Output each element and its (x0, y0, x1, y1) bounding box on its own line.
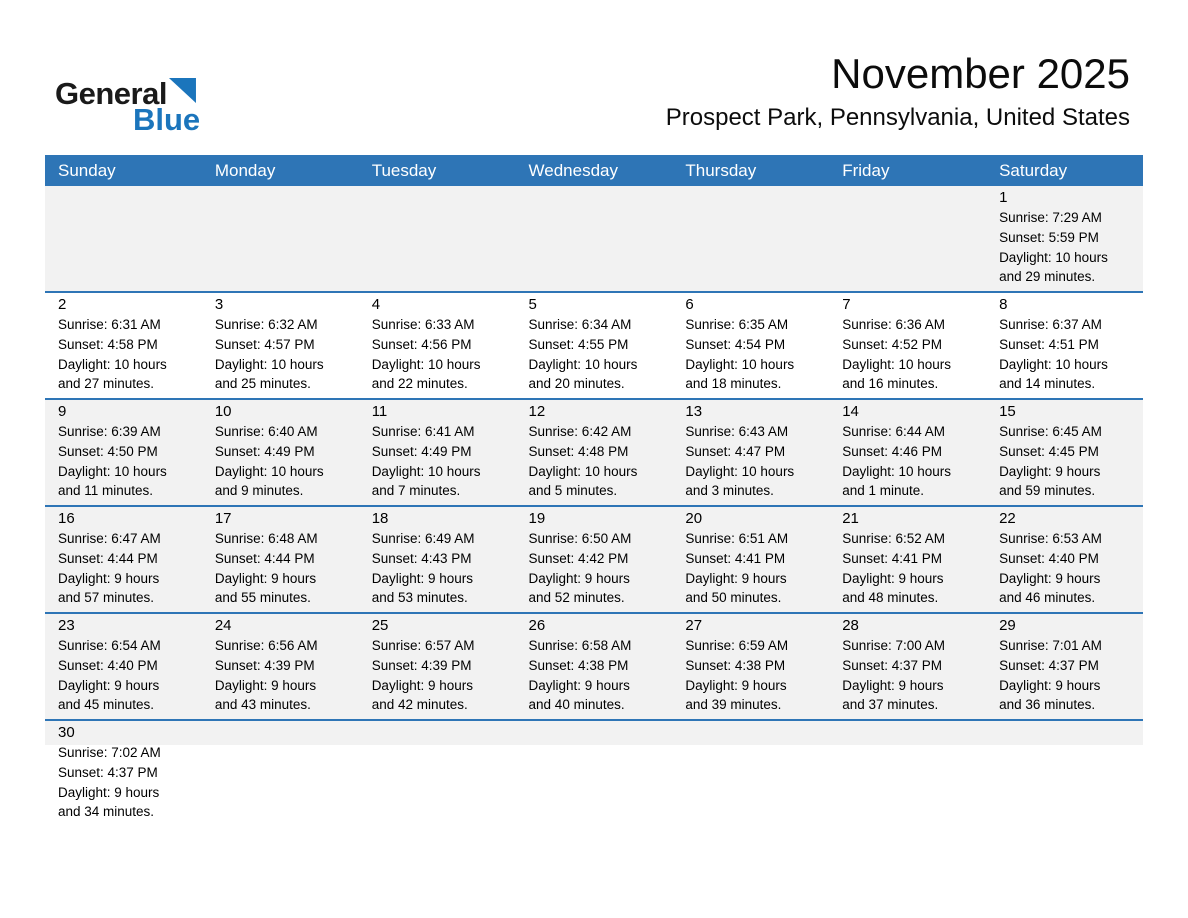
day-detail: Sunset: 4:55 PM (528, 336, 629, 352)
day-detail: Sunrise: 6:34 AM (528, 317, 632, 332)
day-detail: and 50 minutes. (685, 590, 782, 606)
empty-cell (202, 186, 359, 292)
day-detail: Sunset: 4:44 PM (58, 550, 158, 566)
day-number: 14 (842, 403, 859, 420)
page-header (0, 0, 1188, 135)
day-detail: Daylight: 9 hours (999, 570, 1101, 586)
calendar-body (45, 186, 1143, 826)
day-detail: Sunrise: 6:40 AM (214, 424, 318, 439)
day-detail: Sunrise: 6:50 AM (528, 531, 632, 546)
empty-cell (672, 720, 829, 826)
day-detail: and 27 minutes. (58, 376, 155, 392)
day-number: 9 (58, 403, 67, 420)
day-detail: and 22 minutes. (371, 376, 468, 392)
location-subtitle: Prospect Park, Pennsylvania, United States (665, 104, 1130, 132)
day-detail: Sunset: 4:43 PM (371, 550, 472, 566)
day-number: 11 (371, 403, 388, 420)
day-detail: Daylight: 10 hours (371, 463, 481, 479)
calendar-container (45, 155, 1143, 826)
day-detail: Sunset: 4:50 PM (58, 443, 158, 459)
day-detail: Daylight: 9 hours (58, 570, 160, 586)
day-cell (829, 613, 986, 720)
day-detail: Daylight: 10 hours (371, 356, 481, 372)
day-number: 10 (214, 403, 232, 420)
day-detail: Sunset: 4:37 PM (58, 764, 158, 780)
day-detail: and 59 minutes. (999, 483, 1096, 499)
day-detail: and 46 minutes. (999, 590, 1096, 606)
day-detail: Daylight: 10 hours (528, 356, 638, 372)
day-detail: and 42 minutes. (371, 697, 468, 713)
day-detail: Sunset: 4:40 PM (999, 550, 1099, 566)
day-detail: Daylight: 10 hours (842, 463, 952, 479)
day-cell (359, 613, 516, 720)
logo-text-general: General (55, 76, 167, 111)
day-detail: Sunrise: 6:37 AM (999, 317, 1102, 332)
empty-cell (829, 186, 986, 292)
day-cell (829, 292, 986, 399)
day-number: 18 (371, 510, 389, 527)
day-detail: Sunset: 4:39 PM (214, 657, 315, 673)
day-detail: and 40 minutes. (528, 697, 625, 713)
day-number: 26 (528, 617, 546, 634)
day-detail: and 39 minutes. (685, 697, 782, 713)
day-number: 20 (685, 510, 703, 527)
empty-cell (359, 720, 516, 826)
day-cell (45, 399, 202, 506)
empty-cell (45, 186, 202, 292)
calendar-table (45, 155, 1143, 826)
day-detail: Sunrise: 6:43 AM (685, 424, 789, 439)
week-row (45, 399, 1143, 506)
day-detail: Sunrise: 6:59 AM (685, 638, 789, 653)
empty-cell (672, 186, 829, 292)
day-detail: Daylight: 10 hours (58, 463, 167, 479)
day-detail: Sunrise: 6:36 AM (842, 317, 946, 332)
day-number: 4 (371, 296, 381, 313)
day-detail: and 36 minutes. (999, 697, 1096, 713)
day-cell (986, 186, 1143, 292)
day-detail: Sunset: 4:49 PM (371, 443, 472, 459)
day-cell (359, 506, 516, 613)
day-detail: Sunrise: 6:39 AM (58, 424, 161, 439)
day-detail: Sunset: 4:41 PM (685, 550, 786, 566)
day-detail: Daylight: 9 hours (214, 677, 317, 693)
day-detail: and 43 minutes. (214, 697, 311, 713)
day-number: 29 (999, 617, 1016, 634)
day-detail: Daylight: 10 hours (528, 463, 638, 479)
day-number: 17 (214, 510, 232, 527)
day-detail: Sunrise: 6:54 AM (58, 638, 161, 653)
weekday-header-wednesday: Wednesday (516, 155, 673, 186)
day-detail: Sunset: 4:37 PM (842, 657, 943, 673)
day-detail: Sunset: 4:57 PM (214, 336, 315, 352)
day-detail: Sunrise: 6:41 AM (371, 424, 475, 439)
day-detail: Daylight: 10 hours (58, 356, 167, 372)
day-detail: Sunrise: 7:02 AM (58, 745, 161, 760)
day-detail: Sunset: 4:37 PM (999, 657, 1099, 673)
day-cell (516, 613, 673, 720)
day-number: 1 (999, 189, 1008, 206)
day-detail: and 52 minutes. (528, 590, 625, 606)
day-detail: and 9 minutes. (214, 483, 304, 499)
day-detail: and 1 minute. (842, 483, 925, 499)
day-number: 22 (999, 510, 1016, 527)
day-detail: Daylight: 9 hours (371, 677, 473, 693)
week-row (45, 613, 1143, 720)
day-detail: Sunset: 4:42 PM (528, 550, 629, 566)
day-cell (829, 399, 986, 506)
day-detail: Sunset: 4:45 PM (999, 443, 1099, 459)
day-detail: Sunrise: 6:44 AM (842, 424, 946, 439)
weekday-header-row (45, 155, 1143, 186)
day-cell (516, 506, 673, 613)
day-number: 25 (371, 617, 389, 634)
logo-triangle-icon (169, 78, 196, 103)
day-detail: Sunrise: 6:31 AM (58, 317, 161, 332)
day-number: 15 (999, 403, 1016, 420)
day-detail: Sunrise: 6:45 AM (999, 424, 1102, 439)
day-detail: Daylight: 9 hours (528, 570, 630, 586)
day-detail: Daylight: 10 hours (214, 463, 324, 479)
day-number: 3 (214, 296, 224, 313)
week-row (45, 186, 1143, 292)
day-cell (45, 292, 202, 399)
day-cell (516, 399, 673, 506)
day-detail: and 16 minutes. (842, 376, 939, 392)
empty-cell (986, 720, 1143, 826)
day-cell (202, 506, 359, 613)
empty-cell (516, 720, 673, 826)
day-detail: and 5 minutes. (528, 483, 618, 499)
day-cell (829, 506, 986, 613)
day-number: 21 (842, 510, 859, 527)
day-detail: Daylight: 10 hours (685, 463, 795, 479)
day-detail: Sunrise: 6:51 AM (685, 531, 789, 546)
empty-cell (202, 720, 359, 826)
day-detail: and 55 minutes. (214, 590, 311, 606)
day-cell (986, 506, 1143, 613)
day-detail: and 20 minutes. (528, 376, 625, 392)
day-detail: Sunset: 4:52 PM (842, 336, 943, 352)
day-number: 27 (685, 617, 703, 634)
day-detail: and 48 minutes. (842, 590, 939, 606)
weekday-header-saturday: Saturday (986, 155, 1143, 186)
day-cell (516, 292, 673, 399)
day-detail: Sunset: 4:48 PM (528, 443, 629, 459)
day-number: 7 (842, 296, 851, 313)
day-number: 30 (58, 724, 75, 741)
day-number: 19 (528, 510, 546, 527)
day-detail: and 3 minutes. (685, 483, 774, 499)
day-detail: Sunrise: 6:48 AM (214, 531, 318, 546)
day-detail: Sunset: 4:54 PM (685, 336, 786, 352)
weekday-header-tuesday: Tuesday (359, 155, 516, 186)
day-detail: Sunrise: 6:49 AM (371, 531, 475, 546)
day-detail: Sunrise: 7:00 AM (842, 638, 946, 653)
day-cell (986, 399, 1143, 506)
weekday-header-sunday: Sunday (45, 155, 202, 186)
empty-cell (829, 720, 986, 826)
day-detail: Sunrise: 7:29 AM (999, 210, 1102, 225)
day-cell (986, 292, 1143, 399)
day-detail: Sunset: 4:44 PM (214, 550, 315, 566)
day-cell (359, 292, 516, 399)
day-number: 6 (685, 296, 694, 313)
empty-cell (359, 186, 516, 292)
day-detail: Sunrise: 6:32 AM (214, 317, 318, 332)
day-detail: Daylight: 9 hours (214, 570, 317, 586)
day-detail: Sunrise: 6:57 AM (371, 638, 475, 653)
day-number: 2 (58, 296, 67, 313)
day-detail: Sunrise: 6:47 AM (58, 531, 161, 546)
day-detail: Sunset: 4:46 PM (842, 443, 943, 459)
day-detail: and 25 minutes. (214, 376, 311, 392)
day-cell (672, 613, 829, 720)
day-detail: Sunrise: 7:01 AM (999, 638, 1102, 653)
day-detail: Daylight: 9 hours (685, 570, 787, 586)
day-cell (986, 613, 1143, 720)
title-block (666, 50, 1130, 132)
week-row (45, 506, 1143, 613)
week-row (45, 292, 1143, 399)
day-number: 12 (528, 403, 546, 420)
day-detail: Sunset: 4:39 PM (371, 657, 472, 673)
day-cell (202, 613, 359, 720)
day-detail: Sunset: 4:58 PM (58, 336, 158, 352)
day-cell (359, 399, 516, 506)
day-detail: and 57 minutes. (58, 590, 155, 606)
day-detail: Daylight: 10 hours (214, 356, 324, 372)
weekday-header-thursday: Thursday (672, 155, 829, 186)
day-detail: Daylight: 9 hours (58, 677, 160, 693)
day-cell (672, 292, 829, 399)
day-number: 13 (685, 403, 703, 420)
day-detail: Sunset: 4:40 PM (58, 657, 158, 673)
day-cell (202, 399, 359, 506)
day-detail: and 14 minutes. (999, 376, 1096, 392)
day-cell (45, 613, 202, 720)
day-detail: Sunrise: 6:42 AM (528, 424, 632, 439)
day-detail: and 53 minutes. (371, 590, 468, 606)
day-cell (672, 506, 829, 613)
day-detail: and 29 minutes. (999, 269, 1096, 285)
day-detail: Sunrise: 6:35 AM (685, 317, 789, 332)
day-cell (202, 292, 359, 399)
week-row (45, 720, 1143, 826)
day-number: 8 (999, 296, 1008, 313)
day-detail: Daylight: 10 hours (999, 249, 1108, 265)
general-blue-logo (55, 50, 200, 135)
day-detail: Sunset: 4:49 PM (214, 443, 315, 459)
day-detail: and 34 minutes. (58, 804, 155, 820)
day-detail: and 37 minutes. (842, 697, 939, 713)
day-number: 23 (58, 617, 75, 634)
day-detail: Sunrise: 6:56 AM (214, 638, 318, 653)
day-detail: and 18 minutes. (685, 376, 782, 392)
day-number: 16 (58, 510, 75, 527)
day-detail: and 11 minutes. (58, 483, 154, 499)
day-detail: Sunset: 4:38 PM (685, 657, 786, 673)
day-detail: Daylight: 9 hours (999, 463, 1101, 479)
day-detail: Sunset: 4:38 PM (528, 657, 629, 673)
day-cell (672, 399, 829, 506)
day-detail: Daylight: 9 hours (842, 570, 944, 586)
logo-text-blue: Blue (133, 102, 201, 137)
day-detail: Sunrise: 6:52 AM (842, 531, 946, 546)
day-detail: Daylight: 9 hours (58, 784, 160, 800)
day-detail: Sunset: 4:47 PM (685, 443, 786, 459)
day-detail: Sunset: 5:59 PM (999, 229, 1099, 245)
day-detail: Sunset: 4:56 PM (371, 336, 472, 352)
day-number: 5 (528, 296, 537, 313)
day-cell (45, 506, 202, 613)
day-number: 24 (214, 617, 232, 634)
day-number: 28 (842, 617, 859, 634)
day-detail: and 7 minutes. (371, 483, 461, 499)
day-detail: Sunrise: 6:53 AM (999, 531, 1102, 546)
day-detail: Sunrise: 6:58 AM (528, 638, 632, 653)
weekday-header-monday: Monday (202, 155, 359, 186)
day-detail: and 45 minutes. (58, 697, 155, 713)
day-detail: Sunset: 4:51 PM (999, 336, 1099, 352)
day-detail: Daylight: 10 hours (999, 356, 1108, 372)
weekday-header-friday: Friday (829, 155, 986, 186)
day-detail: Sunset: 4:41 PM (842, 550, 943, 566)
empty-cell (516, 186, 673, 292)
day-detail: Sunrise: 6:33 AM (371, 317, 475, 332)
day-detail: Daylight: 9 hours (685, 677, 787, 693)
day-cell (45, 720, 202, 826)
day-detail: Daylight: 9 hours (999, 677, 1101, 693)
day-detail: Daylight: 9 hours (528, 677, 630, 693)
day-detail: Daylight: 10 hours (842, 356, 952, 372)
day-detail: Daylight: 9 hours (842, 677, 944, 693)
month-title: November 2025 (831, 50, 1130, 97)
day-detail: Daylight: 10 hours (685, 356, 795, 372)
day-detail: Daylight: 9 hours (371, 570, 473, 586)
